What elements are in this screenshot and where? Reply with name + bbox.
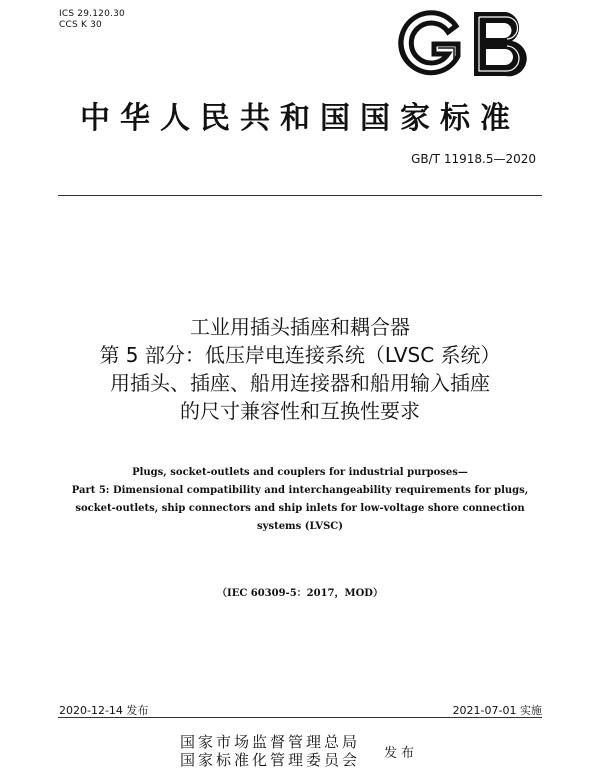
adoption-note: （IEC 60309-5：2017，MOD） xyxy=(217,588,383,599)
issuer-samr: 国家市场监督管理总局 xyxy=(180,733,361,751)
english-title-line: socket-outlets, ship connectors and ship inlets for low-voltage shore connection xyxy=(75,503,525,514)
chinese-title-line: 第 5 部分：低压岸电连接系统（LVSC 系统） xyxy=(99,343,501,367)
chinese-title xyxy=(0,313,600,425)
footer-divider xyxy=(58,717,542,718)
issuer-sac: 国家标准化管理委员会 xyxy=(180,751,361,769)
ics-code: ICS 29.120.30 xyxy=(59,9,125,19)
classification-codes xyxy=(59,9,125,31)
english-title xyxy=(40,464,560,536)
ccs-code: CCS K 30 xyxy=(59,20,102,30)
chinese-title-line: 的尺寸兼容性和互换性要求 xyxy=(180,399,420,423)
implementation-date: 2021-07-01 实施 xyxy=(452,704,542,717)
publish-label: 发布 xyxy=(384,746,419,761)
issuing-authorities xyxy=(180,733,360,769)
standard-code: GB/T 11918.5—2020 xyxy=(411,152,536,166)
chinese-title-line: 用插头、插座、船用连接器和船用输入插座 xyxy=(110,371,490,395)
national-standard-name: 中华人民共和国国家标准 xyxy=(80,101,520,136)
header-divider xyxy=(58,195,542,196)
english-title-line: systems (LVSC) xyxy=(257,521,343,532)
gb-logo-mark xyxy=(399,12,527,76)
english-title-line: Part 5: Dimensional compatibility and interchangeability requirements for plugs, xyxy=(71,485,529,496)
gb-logo xyxy=(394,8,542,80)
chinese-title-line: 工业用插头插座和耦合器 xyxy=(190,315,410,339)
issue-date: 2020-12-14 发布 xyxy=(59,704,149,717)
english-title-line: Plugs, socket-outlets and couplers for industrial purposes— xyxy=(132,467,468,478)
